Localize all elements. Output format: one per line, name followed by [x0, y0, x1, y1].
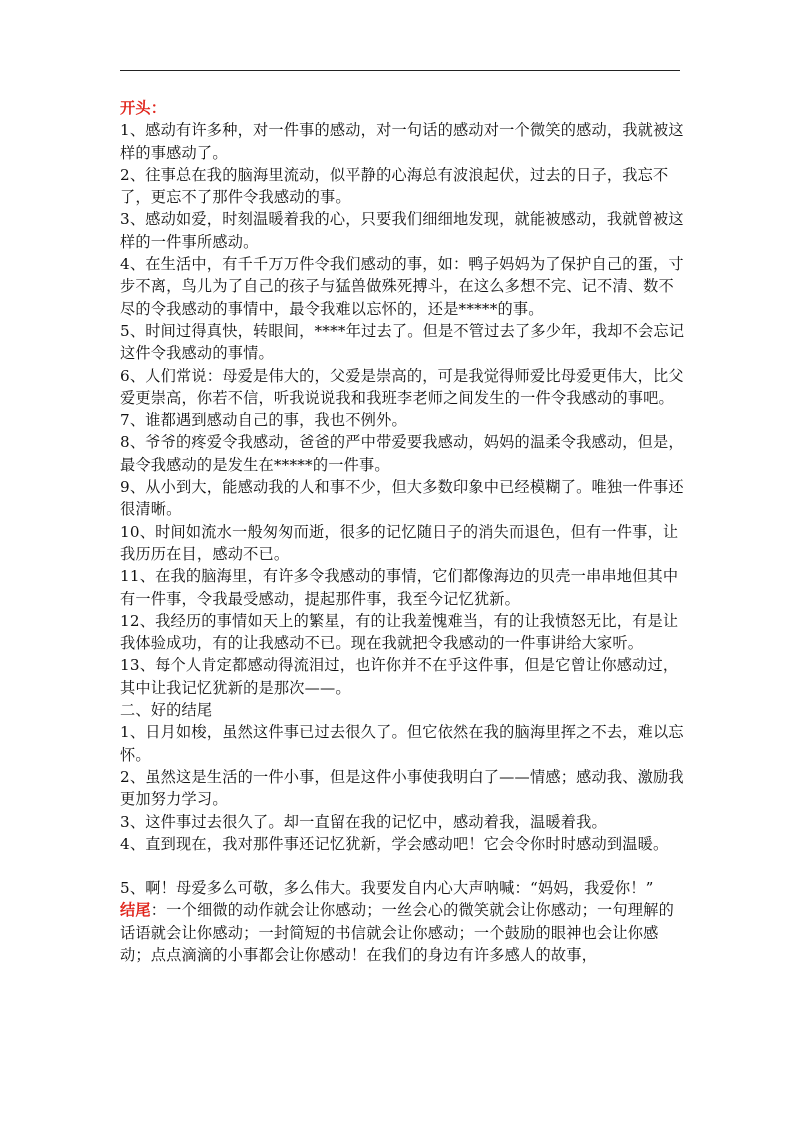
ending-item-2: 2、虽然这是生活的一件小事，但是这件小事使我明白了——情感；感动我、激励我更加努力学习。	[120, 767, 684, 809]
opening-item-7: 7、谁都遇到感动自己的事，我也不例外。	[120, 411, 407, 430]
opening-item-6: 6、人们常说：母爱是伟大的，父爱是崇高的，可是我觉得师爱比母爱更伟大，比父爱更崇高，你若不信，听我说说我和我班李老师之间发生的一件令我感动的事吧。	[120, 366, 684, 407]
ending-section-heading: 二、好的结尾	[120, 701, 213, 720]
closing-heading: 结尾	[120, 901, 151, 920]
header-rule	[120, 70, 680, 71]
ending-item-1: 1、日月如梭，虽然这件事已过去很久了。但它依然在我的脑海里挥之不去，难以忘怀。	[120, 723, 684, 764]
opening-item-11: 11、在我的脑海里，有许多令我感动的事情，它们都像海边的贝壳一串串地但其中有一件事，令我最受感动，提起那件事，我至今记忆犹新。	[120, 567, 679, 608]
blank-line	[120, 855, 685, 877]
opening-item-13: 13、每个人肯定都感动得流泪过，也许你并不在乎这件事，但是它曾让你感动过，其中让我记忆犹新的是那次——。	[120, 656, 679, 697]
opening-item-12: 12、我经历的事情如天上的繁星，有的让我羞愧难当，有的让我愤怒无比，有是让我体验成功，有的让我感动不已。现在我就把令我感动的一件事讲给大家听。	[120, 611, 679, 653]
opening-item-4: 4、在生活中，有千千万万件令我们感动的事，如：鸭子妈妈为了保护自己的蛋，寸步不离，鸟儿为了自己的孩子与猛兽做殊死搏斗，在这么多想不完、记不清、数不尽的令我感动的事情中，最令我难以忘怀的，还是*****的事。	[120, 255, 684, 318]
opening-item-9: 9、从小到大，能感动我的人和事不少，但大多数印象中已经模糊了。唯独一件事还很清晰。	[120, 478, 684, 519]
opening-item-5: 5、时间过得真快，转眼间，****年过去了。但是不管过去了多少年，我却不会忘记这件令我感动的事情。	[120, 321, 685, 363]
opening-heading: 开头：	[120, 99, 167, 117]
ending-item-3: 3、这件事过去很久了。却一直留在我的记忆中，感动着我，温暖着我。	[120, 812, 607, 831]
document-body	[120, 97, 685, 966]
opening-item-10: 10、时间如流水一般匆匆而逝，很多的记忆随日子的消失而退色，但有一件事，让我历历在目，感动不已。	[120, 522, 679, 563]
opening-item-3: 3、感动如爱，时刻温暖着我的心，只要我们细细地发现，就能被感动，我就曾被这样的一件事所感动。	[120, 210, 684, 251]
opening-item-1: 1、感动有许多种，对一件事的感动，对一句话的感动对一个微笑的感动，我就被这样的事感动了。	[120, 121, 684, 162]
ending-item-4: 4、直到现在，我对那件事还记忆犹新，学会感动吧！它会令你时时感动到温暖。	[120, 834, 669, 853]
opening-item-2: 2、往事总在我的脑海里流动，似平静的心海总有波浪起伏，过去的日子，我忘不了，更忘不了那件令我感动的事。	[120, 165, 669, 207]
closing-paragraph	[120, 899, 685, 966]
ending-item-5: 5、啊！母爱多么可敬，多么伟大。我要发自内心大声呐喊：“妈妈，我爱你！”	[120, 879, 654, 898]
closing-text: ：一个细微的动作就会让你感动；一丝会心的微笑就会让你感动；一句理解的话语就会让你感动；一封简短的书信就会让你感动；一个鼓励的眼神也会让你感动；点点滴滴的小事都会让你感动！在我们的身边有许多感人的故事，	[120, 901, 674, 964]
opening-item-8: 8、爷爷的疼爱令我感动，爸爸的严中带爱要我感动，妈妈的温柔令我感动，但是，最令我感动的是发生在*****的一件事。	[120, 433, 684, 474]
